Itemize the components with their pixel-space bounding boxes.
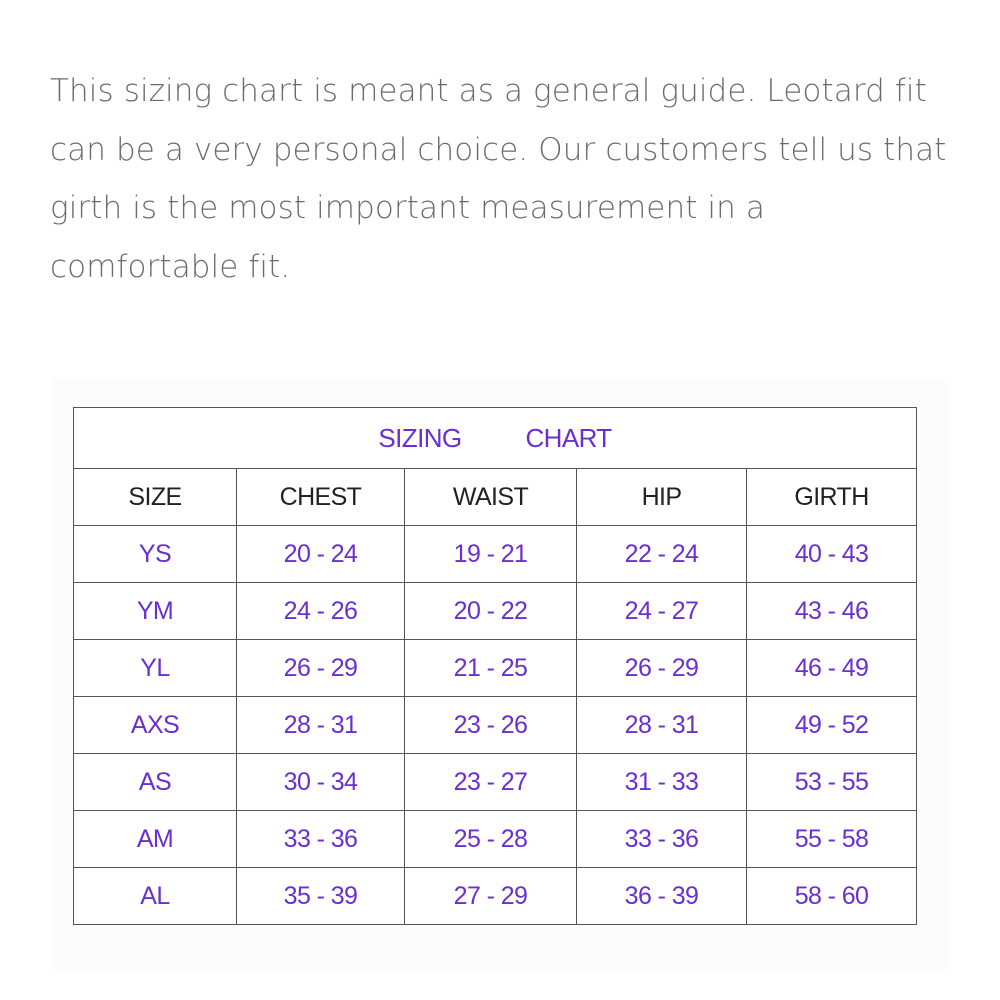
table-row: [74, 754, 917, 811]
hip-cell: 36 - 39: [577, 868, 747, 925]
waist-cell: 19 - 21: [405, 526, 577, 583]
size-cell: AL: [74, 868, 237, 925]
table-row: [74, 697, 917, 754]
hip-cell: 22 - 24: [577, 526, 747, 583]
chest-cell: 30 - 34: [237, 754, 405, 811]
waist-cell: 23 - 27: [405, 754, 577, 811]
size-cell: YL: [74, 640, 237, 697]
hip-cell: 28 - 31: [577, 697, 747, 754]
size-cell: AS: [74, 754, 237, 811]
chest-cell: 35 - 39: [237, 868, 405, 925]
header-row: [74, 469, 917, 526]
chest-cell: 20 - 24: [237, 526, 405, 583]
sizing-chart-table: [73, 407, 917, 925]
chest-cell: 26 - 29: [237, 640, 405, 697]
girth-cell: 58 - 60: [747, 868, 917, 925]
table-row: [74, 811, 917, 868]
chest-cell: 24 - 26: [237, 583, 405, 640]
chart-title-row: [74, 408, 917, 469]
waist-cell: 23 - 26: [405, 697, 577, 754]
size-cell: YS: [74, 526, 237, 583]
column-header-girth: GIRTH: [747, 469, 917, 526]
girth-cell: 43 - 46: [747, 583, 917, 640]
waist-cell: 20 - 22: [405, 583, 577, 640]
table-row: [74, 640, 917, 697]
waist-cell: 25 - 28: [405, 811, 577, 868]
hip-cell: 26 - 29: [577, 640, 747, 697]
hip-cell: 33 - 36: [577, 811, 747, 868]
size-cell: YM: [74, 583, 237, 640]
chest-cell: 33 - 36: [237, 811, 405, 868]
chart-title: [74, 408, 917, 469]
girth-cell: 55 - 58: [747, 811, 917, 868]
waist-cell: 21 - 25: [405, 640, 577, 697]
table-row: [74, 583, 917, 640]
girth-cell: 40 - 43: [747, 526, 917, 583]
girth-cell: 49 - 52: [747, 697, 917, 754]
column-header-waist: WAIST: [405, 469, 577, 526]
girth-cell: 46 - 49: [747, 640, 917, 697]
girth-cell: 53 - 55: [747, 754, 917, 811]
waist-cell: 27 - 29: [405, 868, 577, 925]
intro-paragraph: This sizing chart is meant as a general guide. Leotard fit can be a very personal choice. Our customers tell us that girth is the most important measurement in a comfortable fit.: [50, 73, 947, 285]
chart-title-word-sizing: SIZING: [378, 422, 462, 453]
column-header-size: SIZE: [74, 469, 237, 526]
hip-cell: 31 - 33: [577, 754, 747, 811]
chest-cell: 28 - 31: [237, 697, 405, 754]
column-header-hip: HIP: [577, 469, 747, 526]
chart-title-word-chart: CHART: [525, 422, 612, 453]
table-row: [74, 526, 917, 583]
hip-cell: 24 - 27: [577, 583, 747, 640]
size-cell: AXS: [74, 697, 237, 754]
size-cell: AM: [74, 811, 237, 868]
column-header-chest: CHEST: [237, 469, 405, 526]
table-row: [74, 868, 917, 925]
